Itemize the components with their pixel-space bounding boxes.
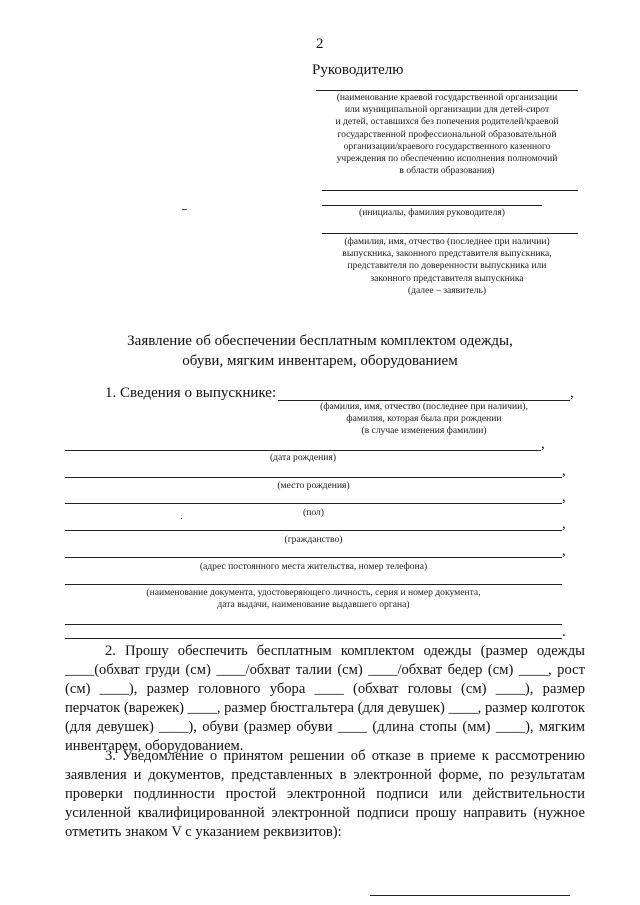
applicant-caption: (фамилия, имя, отчество (последнее при наличии) выпускника, законного представителя выпускника, представителя по доверенности выпускника или законного представителя выпускника (далее – заявитель) — [342, 236, 552, 296]
applicant-name-line — [322, 233, 578, 234]
comma: , — [541, 436, 545, 452]
end-period: . — [562, 624, 566, 640]
citizenship-caption: (гражданство) — [284, 534, 343, 545]
birth-date-caption: (дата рождения) — [269, 452, 337, 463]
org-name-line-2 — [322, 190, 578, 191]
sex-line — [65, 503, 562, 504]
section3-paragraph: 3. Уведомление о принятом решении об отказе в приеме к рассмотрению заявления и документов, представленных в электронной форме, по результатам проверки подлинности простой электронной подписи или действительности усиленной квалифицированной электронной подписи прошу направить (нужное отметить знаком V с указанием реквизитов): — [65, 748, 585, 840]
comma: , — [562, 543, 566, 559]
comma: , — [570, 385, 574, 401]
org-name-line — [316, 90, 578, 91]
id-document-line-3 — [65, 638, 562, 639]
comma: , — [562, 489, 566, 505]
head-name-caption: (инициалы, фамилия руководителя) — [359, 207, 505, 218]
address-line — [65, 557, 562, 558]
section1-lead: 1. Сведения о выпускнике: — [105, 385, 277, 401]
head-name-line — [322, 205, 542, 206]
graduate-name-caption: (фамилия, имя, отчество (последнее при наличии), фамилия, которая была при рождении (в случае изменения фамилии) — [320, 401, 528, 437]
birth-place-caption: (место рождения) — [277, 480, 350, 491]
birth-place-line — [65, 477, 562, 478]
address-caption: (адрес постоянного места жительства, номер телефона) — [199, 561, 428, 572]
comma: , — [562, 516, 566, 532]
document-title: Заявление об обеспечении бесплатным комплектом одежды, обуви, мягким инвентарем, оборудованием — [127, 333, 513, 369]
org-name-caption: (наименование краевой государственной организации или муниципальной организации для детей-сирот и детей, оставшихся без попечения родителей/краевой государственной профессиональной образовательной организации/краевого государственного казенного учреждения по обеспечению исполнения полномочий в области образования) — [335, 92, 559, 177]
page-number: 2 — [316, 36, 324, 52]
id-document-caption: (наименование документа, удостоверяющего личность, серия и номер документа, дата выдачи, наименование выдавшего органа) — [146, 587, 481, 611]
comma: , — [562, 463, 566, 479]
id-document-line — [65, 584, 562, 585]
bottom-line — [370, 895, 570, 896]
section2-paragraph: 2. Прошу обеспечить бесплатным комплектом одежды (размер одежды ____(обхват груди (см) ____/обхват талии (см) ____/обхват бедер (см) ____, рост (см) ____), размер головного убора ____ (обхват головы (см) ____), размер перчаток (варежек) ____, размер бюстгальтера (для девушек) ____, размер колготок (для девушек) ____), обуви (размер обуви ____ (длина стопы (мм) ____), мягким инвентарем, оборудованием. — [65, 643, 585, 754]
addressee-title: Руководителю — [312, 62, 404, 78]
margin-mark — [182, 209, 187, 210]
sex-caption: (пол) — [303, 507, 324, 518]
birth-date-line — [65, 450, 541, 451]
id-document-line-2 — [65, 624, 562, 625]
citizenship-line — [65, 530, 562, 531]
